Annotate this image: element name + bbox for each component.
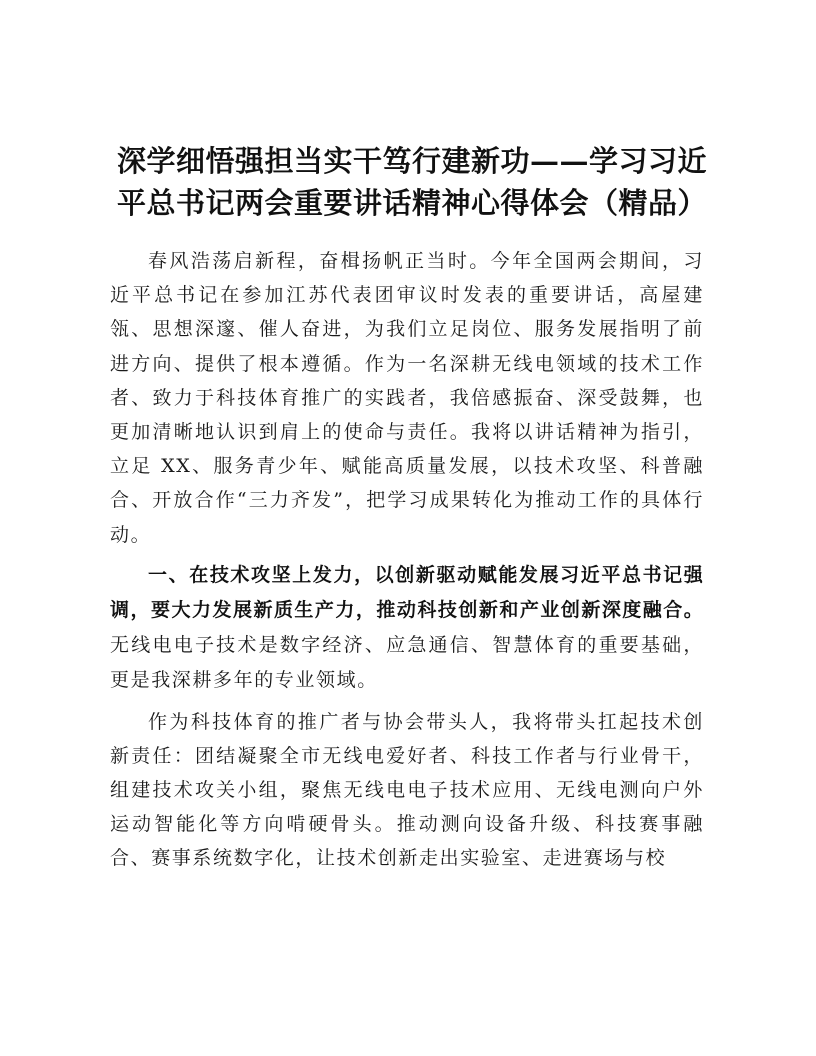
paragraph-intro: 春风浩荡启新程，奋楫扬帆正当时。今年全国两会期间，习近平总书记在参加江苏代表团审议时发表的重要讲话，高屋建瓴、思想深邃、催人奋进，为我们立足岗位、服务发展指明了前进方向、提供了根本遵循。作为一名深耕无线电领域的技术工作者、致力于科技体育推广的实践者，我倍感振奋、深受鼓舞，也更加清晰地认识到肩上的使命与责任。我将以讲话精神为指引，立足 XX、服务青少年、赋能高质量发展，以技术攻坚、科普融合、开放合作“三力齐发”，把学习成果转化为推动工作的具体行动。 <box>110 250 704 546</box>
document-body <box>110 244 704 882</box>
section-one-heading: 一、在技术攻坚上发力，以创新驱动赋能发展习近平总书记强调，要大力发展新质生产力，推动科技创新和产业创新深度融合。 <box>110 563 704 622</box>
document-title: 深学细悟强担当实干笃行建新功——学习习近平总书记两会重要讲话精神心得体会（精品） <box>116 144 707 220</box>
paragraph-tech-innovation: 作为科技体育的推广者与协会带头人，我将带头扛起技术创新责任：团结凝聚全市无线电爱好者、科技工作者与行业骨干，组建技术攻关小组，聚焦无线电电子技术应用、无线电测向户外运动智能化等方向啃硬骨头。推动测向设备升级、科技赛事融合、赛事系统数字化，让技术创新走出实验室、走进赛场与校 <box>110 710 704 870</box>
section-one-text: 无线电电子技术是数字经济、应急通信、智慧体育的重要基础，更是我深耕多年的专业领域。 <box>110 634 704 692</box>
section-one <box>110 558 704 699</box>
